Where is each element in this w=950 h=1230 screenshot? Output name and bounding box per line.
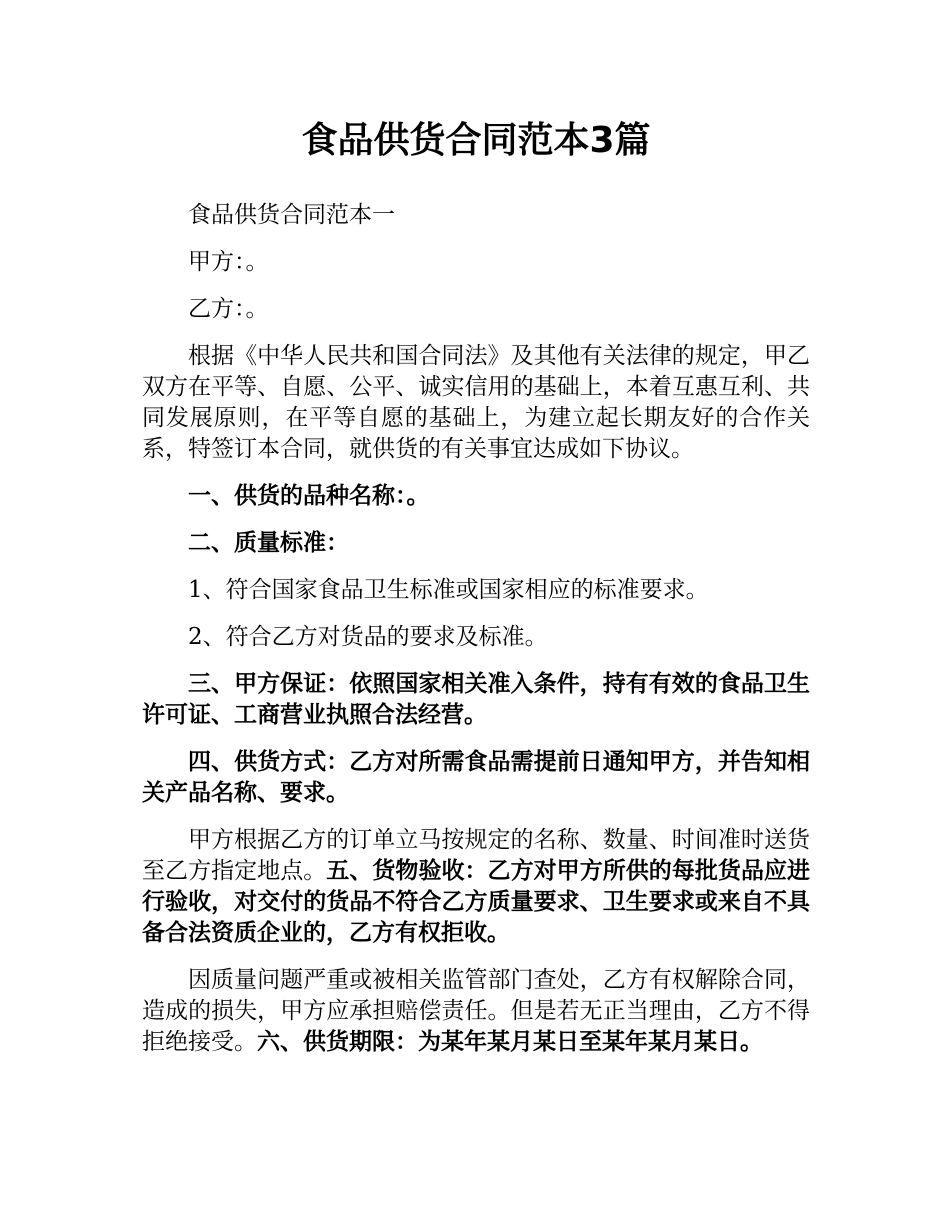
paragraph-preamble: 根据《中华人民共和国合同法》及其他有关法律的规定，甲乙双方在平等、自愿、公平、诚实信用的基础上，本着互惠互利、共同发展原则，在平等自愿的基础上，为建立起长期友好的合作关系，特签订本合同，就供货的有关事宜达成如下协议。 [142, 343, 810, 462]
quality-item-1: 1、符合国家食品卫生标准或国家相应的标准要求。 [188, 577, 709, 603]
paragraph-party-b: 乙方：。 [188, 296, 269, 322]
paragraph-contract-one-heading: 食品供货合同范本一 [188, 202, 395, 228]
quality-item-2: 2、符合乙方对货品的要求及标准。 [188, 624, 548, 650]
document-body [142, 200, 810, 1074]
clause-supply-method: 四、供货方式：乙方对所需食品需提前日通知甲方，并告知相关产品名称、要求。 [142, 749, 810, 806]
clause-supply-term: 六、供货期限：为某年某月某日至某年某月某日。 [257, 1029, 763, 1055]
delivery-text: 甲方根据乙方的订单立马按规定的名称、数量、时间准时送货至乙方指定地点。 [142, 827, 810, 884]
clause-quality-standard: 二、质量标准： [188, 530, 349, 556]
clause-goods-acceptance: 五、货物验收：乙方对甲方所供的每批货品应进行验收，对交付的货品不符合乙方质量要求、卫生要求或来自不具备合法资质企业的，乙方有权拒收。 [142, 858, 811, 946]
paragraph-delivery-and-acceptance [142, 825, 810, 949]
paragraph-party-a: 甲方：。 [188, 249, 269, 275]
clause-party-a-guarantee: 三、甲方保证：依照国家相关准入条件，持有有效的食品卫生许可证、工商营业执照合法经营。 [142, 671, 810, 728]
document-title: 食品供货合同范本3篇 [301, 120, 651, 161]
clause-product-name: 一、供货的品种名称：。 [188, 483, 430, 509]
liability-text: 因质量问题严重或被相关监管部门查处，乙方有权解除合同，造成的损失，甲方应承担赔偿责任。但是若无正当理由，乙方不得拒绝接受。 [142, 967, 810, 1055]
paragraph-liability-and-term [142, 965, 810, 1058]
